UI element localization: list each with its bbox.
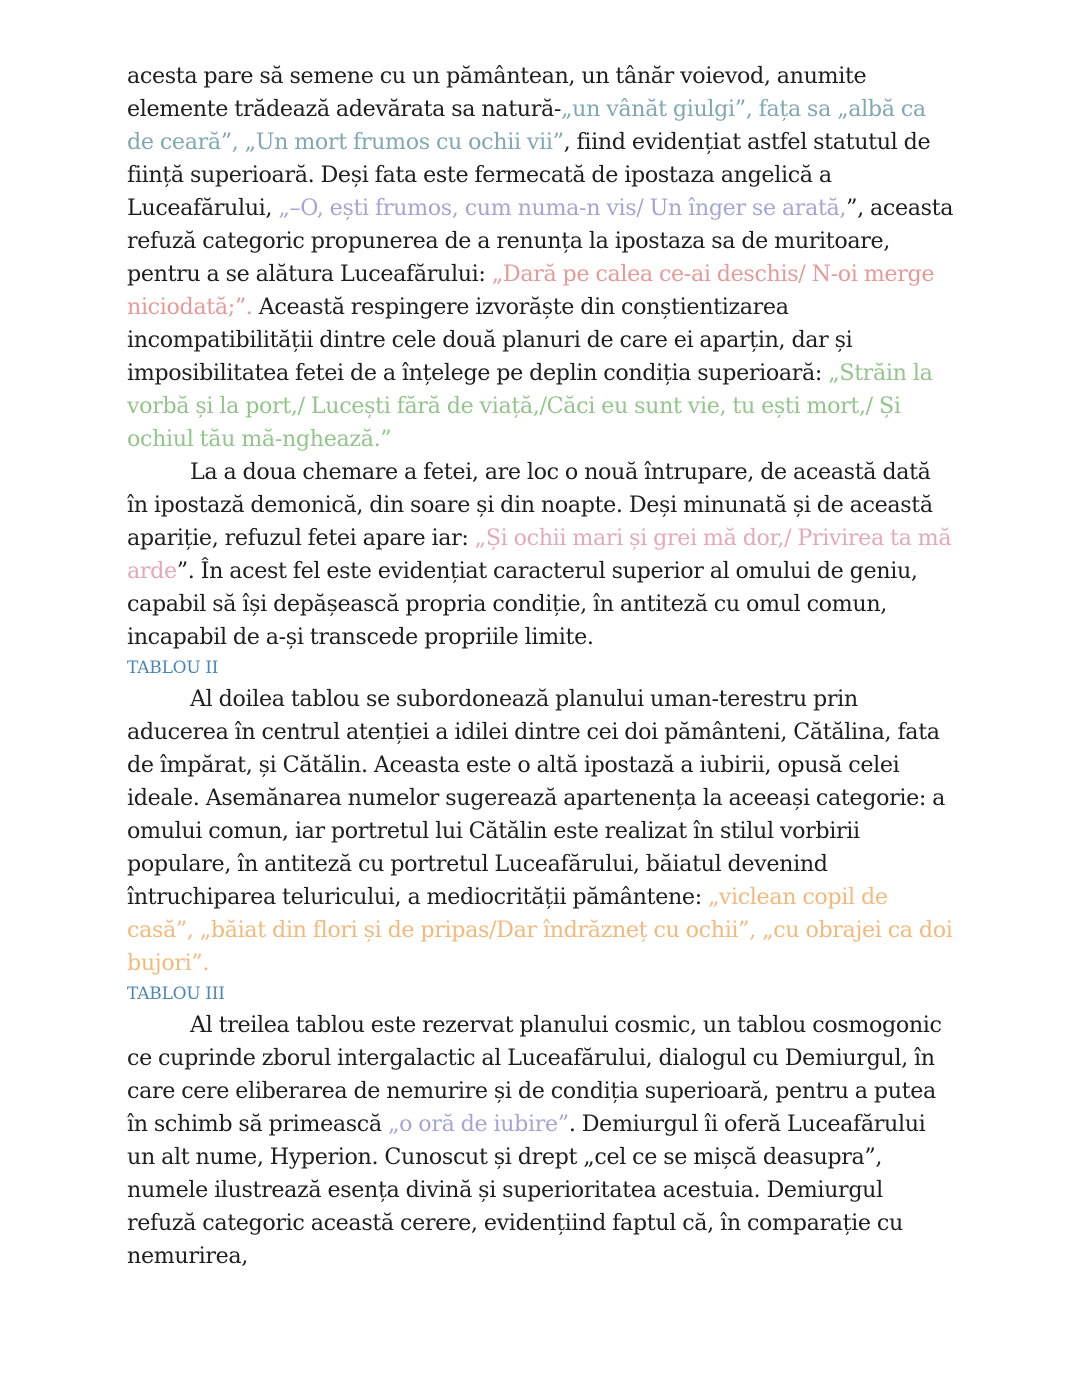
- quote-catalin-portrait: „viclean copil de casă”, „băiat din flori și de pripas/Dar îndrăzneț cu ochii”, „cu obrajei ca doi bujori”.: [127, 884, 953, 976]
- body-text: Această respingere izvorăște din conștientizarea incompatibilității dintre cele două planuri de care ei aparțin, dar și imposibilitatea fetei de a înțelege pe deplin condiția superioară:: [127, 294, 853, 386]
- paragraph-tablou-3: [127, 1009, 957, 1273]
- body-text: ”, aceasta refuză categoric propunerea de a renunța la ipostaza sa de muritoare, pentru a se alătura Luceafărului:: [127, 195, 954, 287]
- paragraph-luceafarul-first-apparition: [127, 60, 957, 456]
- quote-ochii-mari: „Și ochii mari și grei mă dor,/ Privirea ta mă arde: [127, 525, 952, 584]
- body-text: ”. În acest fel este evidențiat caracterul superior al omului de geniu, capabil să își depășească propria condiție, în antiteză cu omul comun, incapabil de a-și transcede propriile limite.: [127, 558, 918, 650]
- body-text: . Demiurgul îi oferă Luceafărului un alt nume, Hyperion. Cunoscut și drept „cel ce se mișcă deasupra”, numele ilustrează esența divină și superioritatea acestuia. Demiurgul refuză categoric această cerere, evidențiind faptul că, în comparație cu nemurirea,: [127, 1111, 926, 1269]
- section-heading-tablou-2: TABLOU II: [127, 658, 219, 678]
- document-body: [127, 60, 957, 1273]
- paragraph-tablou-2: [127, 683, 957, 980]
- body-text: Al treilea tablou este rezervat planului cosmic, un tablou cosmogonic ce cuprinde zborul intergalactic al Luceafărului, dialogul cu Demiurgul, în care cere eliberarea de nemurire și de condiția superioară, pentru a putea în schimb să primească: [127, 1012, 942, 1137]
- quote-frumos-inger: „–O, ești frumos, cum numa-n vis/ Un înger se arată,: [278, 195, 847, 221]
- section-heading-tablou-3: TABLOU III: [127, 984, 225, 1004]
- paragraph-second-call: [127, 456, 957, 654]
- body-text: Al doilea tablou se subordonează planului uman-terestru prin aducerea în centrul atenției a idilei dintre cei doi pământeni, Cătălina, fata de împărat, și Cătălin. Aceasta este o altă ipostază a iubirii, opusă celei ideale. Asemănarea numelor sugerează apartenența la aceeași categorie: a omului comun, iar portretul lui Cătălin este realizat în stilul vorbirii populare, în antiteză cu portretul Luceafărului, băiatul devenind întruchiparea teluricului, a mediocrității pământene:: [127, 686, 946, 910]
- body-text: La a doua chemare a fetei, are loc o nouă întrupare, de această dată în ipostază demonică, din soare și din noapte. Deși minunată și de această apariție, refuzul fetei apare iar:: [127, 459, 933, 551]
- body-text: , fiind evidențiat astfel statutul de ființă superioară. Deși fata este fermecată de ipostaza angelică a Luceafărului,: [127, 129, 931, 221]
- body-text: acesta pare să semene cu un pământean, un tânăr voievod, anumite elemente trădează adevărata sa natură-: [127, 63, 867, 122]
- quote-calea-deschis: „Dară pe calea ce-ai deschis/ N-oi merge niciodată;”.: [127, 261, 935, 320]
- quote-strain-la-vorba: „Străin la vorbă și la port,/ Lucești fără de viață,/Căci eu sunt vie, tu ești mort,/ Și ochiul tău mă-nghează.”: [127, 360, 933, 452]
- quote-ora-de-iubire: „o oră de iubire”: [387, 1111, 569, 1137]
- quote-portrait-luceafar: „un vânăt giulgi”, fața sa „albă ca de ceară”, „Un mort frumos cu ochii vii”: [127, 96, 926, 155]
